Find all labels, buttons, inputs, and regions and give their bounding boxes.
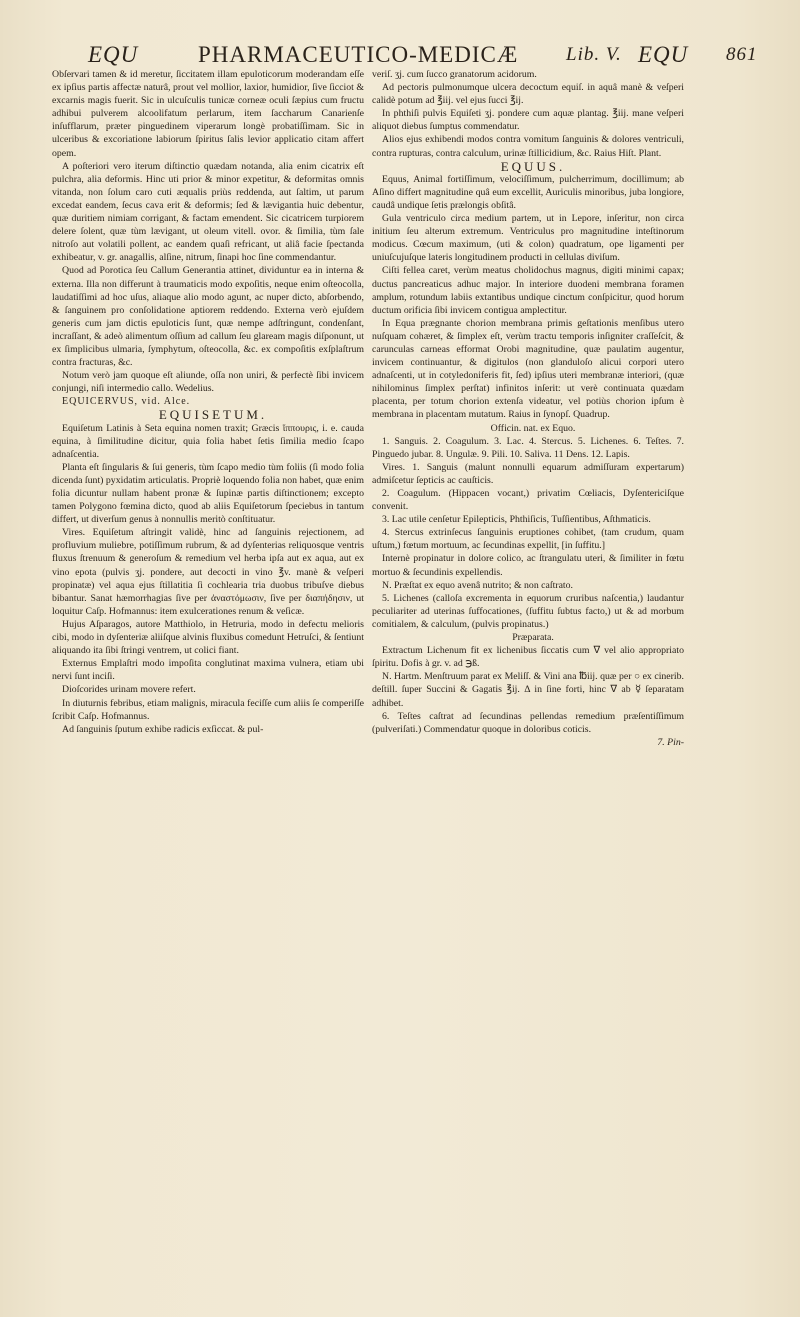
paragraph: Notum verò jam quoque eſt aliunde, oſſa non uniri, & perfectè ſibi invicem conjungi, niſi intermedio callo. Wedelius. (52, 370, 364, 395)
paragraph: Internè propinatur in dolore colico, ac ſtrangulatu uteri, & ſimiliter in fœtu mortuo & ſecundinis expellendis. (372, 553, 684, 578)
paragraph: 5. Lichenes (calloſa excrementa in equorum cruribus naſcentia,) laudantur peculiariter ad uterinas ſuffocationes, (ſuffitu ſubtus facto,) ut & ad morbum comitialem, & calculum, (pulvis propinatus.) (372, 592, 684, 630)
page-number: 861 (726, 44, 758, 65)
paragraph: N. Præſtat ex equo avenâ nutrito; & non caſtrato. (382, 579, 573, 591)
paragraph: Externus Emplaſtri modo impoſita conglutinat maxima vulnera, etiam ubi nervi ſunt inciſi. (52, 658, 364, 683)
paragraph: A poſteriori vero iterum diſtinctio quædam notanda, alia enim cicatrix eſt pulchra, alia deformis. Hinc uti prior & minor expetitur, & deformitas omnis vitanda, non ſolum caro cuti æqualis priùs reddenda, aut ſaltim, ut parum excedat eandem, ſecus cava erit & deformis; ſed & lævigantia huic debentur, quæ duritiem nimiam corrigant, & factam emendent. Sic cicatricem turpiorem delere ſolent, quæ tùm lævigant, ut oleum vitell. ovor. & ſimilia, tùm ſale nitroſo aut volatili pollent, ac eandem quaſi refricant, ut aliâ facie ſpectanda exhibeatur, v. gr. anagallis, alſine, nitrum, ſinapi hoc ſine commendantur. (52, 160, 364, 264)
paragraph: Vires. Equiſetum aſtringit validè, hinc ad ſanguinis rejectionem, ad profluvium muliebre, potiſſimum rubrum, & ad dyſenterias reliquosque ventris fluxus ſtrenuum & generoſum & remedium vel herba ipſa aut ex aqua, aut ex vino epota (pulvis ʒj. pondere, aut decocti in vino ℥v. manè & veſperi propinatæ) vel aqua ejus ſtillatitia ſi cochlearia tria duobus tribuſve diebus bibantur. Sanat hæmorrhagias ſive per ἀναστόμωσιν, ſive per διαπήδησιν, ut loquitur Caſp. Hofmannus: item exulcerationes renum & veſicæ. (52, 527, 364, 617)
section-heading: EQUUS. (500, 158, 566, 174)
paragraph: Ciſti fellea caret, verùm meatus cholidochus magnus, digiti minimi capax; ductus pancreaticus adhuc major. In interiore duodeni membrana foramen amplum, rotundum labiis extantibus undique cinctum conſpicitur, quod horum ductum orificia ſibi invicem contigua amplectitur. (372, 265, 684, 316)
paragraph: Ad pectoris pulmonumque ulcera decoctum equiſ. in aquâ manè & veſperi calidè potum ad ℥iij. vel ejus ſucci ℥ij. (372, 82, 684, 107)
paragraph: 1. Sanguis. 2. Coagulum. 3. Lac. 4. Stercus. 5. Lichenes. 6. Teſtes. 7. Pinguedo jubar. 8. Ungulæ. 9. Pili. 10. Saliva. 11 Dens. 12. Lapis. (372, 435, 684, 460)
paragraph: Planta eſt ſingularis & ſui generis, tùm ſcapo medio tùm foliis (ſi modo folia dicenda ſunt) pyxidatim articulatis. Propriè loquendo folia non habet, quæ enim folia dicuntur nullam habent pronæ & ſupinæ partis diſtinctionem; excepto tamen Polygono fœmina dicto, quod ab aliis Equiſetorum ſpeciebus in tantum differt, ut diverſum genus à nonnullis meritò conſtituatur. (52, 461, 364, 526)
paragraph: Quod ad Porotica ſeu Callum Generantia attinet, dividuntur ea in interna & externa. Illa non differunt à traumaticis modo expoſitis, neque enim oſteocolla, laudatiſſimi ad hoc uſus, aliaque alio modo agunt, ac nuper dicto, abſorbendo, & ſanguinem pro conſolidatione aptiorem reddendo. Externa verò ejuſdem generis cum jam dictis epuloticis ſunt, quæ nempe adſtringunt, condenſant, incraſſant, & adeò alimentum oſſium ad callum ſeu glaream magis diſponunt, ut ex ſimplicibus ulmaria, ſymphytum, oſteocolla, &c. ex compoſitis exſplaſtrum contra fracturas, &c. (52, 265, 364, 369)
header-right-word: EQU (638, 42, 689, 67)
paragraph: 6. Teſtes caſtrat ad ſecundinas pellendas remedium præſentiſſimum (pulveriſati.) Commendatur quoque in doloribus coticis. (372, 710, 684, 735)
paragraph: Hujus Aſparagos, autore Matthiolo, in Hetruria, modo in defectu melioris cibi, modo in dyſenteriæ aliiſque alvinis fluxibus comedunt Hetruſci, & ſentiunt aliquando ita ſibi ſtringi ventrem, ut colici fiant. (52, 618, 364, 657)
paragraph: Equus, Animal fortiſſimum, velociſſimum, pulcherrimum, docillimum; ab Aſino differt magnitudine quâ eum excellit, Auriculis minoribus, juba longiore, caudâ undique ſetis prælongis obſitâ. (372, 173, 684, 211)
cross-reference: EQUICERVUS, vid. Alce. (62, 396, 191, 408)
header-left-word: EQU (88, 42, 139, 67)
header-title: PHARMACEUTICO-MEDICÆ (198, 42, 519, 67)
paragraph: In phthiſi pulvis Equiſeti ʒj. pondere cum aquæ plantag. ℥iij. mane veſperi aliquot diebus ſumptus commendatur. (372, 108, 684, 133)
left-column (52, 68, 364, 1303)
paragraph: Alios ejus exhibendi modos contra vomitum ſanguinis & dolores ventriculi, contra rupturas, contra calculum, urinæ ſtillicidium, &c. Raius Hiſt. Plant. (372, 134, 684, 159)
paragraph: In Equa prægnante chorion membrana primis geſtationis menſibus utero nuſquam cohæret, & ſimplex eſt, verùm tractu temporis inſigniter craſſeſcit, & carunculas carneas efformat Orobi magnitudine, quæ paulatim augentur, invicem continuantur, & digitulos (non glanduloſo alicui corpori utero adnaſcenti, ut in cotyledoniferis fit, ſed) ipſius uteri membranæ interiori, (quæ nihilominus ſimplex perſtat) infinitos inſerit: ut verè continuata quædam placenta, per totum chorion extenſa videatur, vel potiùs chorion ipſum è membrana in placentam mutatum. Raius in ſynopſ. Quadrup. (372, 317, 684, 421)
paragraph: In diuturnis febribus, etiam malignis, miracula feciſſe cum aliis ſe comperiſſe ſcribit Caſp. Hofmannus. (52, 697, 364, 722)
paragraph: Dioſcorides urinam movere refert. (62, 684, 196, 696)
paragraph: Vires. 1. Sanguis (malunt nonnulli equarum admiſſuram expertarum) admiſcetur ſepticis ac cauſticis. (372, 461, 684, 486)
paragraph: Equiſetum Latinis à Seta equina nomen traxit; Græcis ἵππουρις, i. e. cauda equina, à ſimilitudine dicitur, quia folia habet ſetis ſimilia medio ſcapo adnaſcentia. (52, 422, 364, 460)
paragraph: N. Hartm. Menſtruum parat ex Meliſſ. & Vini ana ℔iij. quæ per ○ ex cinerib. deſtill. ſuper Succini & Gagatis ℥ij. Δ in ſine forti, hinc ∇ ab ☿ ſeparatam adhibet. (372, 671, 684, 709)
right-column (372, 68, 684, 1303)
paragraph: Obſervari tamen & id meretur, ſiccitatem illam epuloticorum moderandam eſſe ex ipſius partis affectæ naturâ, prout vel mollior, laxior, humidior, ſive ſicciot & excarnis magis fuerit. Sic in ulcuſculis tunicæ corneæ oculi ſæpius cum fructu adhibui pulverem alcoolifatum perlarum, item ſaccharum Canarienſe inſufflarum, præter pinguedinem viperarum longè probatiſſimam. Sic in ulceribus & excoriatione labiorum ſpiritus ſalis levior applicatio citam affert opem. (52, 69, 364, 159)
paragraph: Gula ventriculo circa medium partem, ut in Lepore, inſeritur, non circa initium ſeu alterum extremum. Ventriculus pro magnitudine inteſtinorum modicus. Cœcum maximum, (uti & colon) quadratum, ope ligamenti per uniuſcujuſque lateris longitudinem producti in cellulas diviſum. (372, 213, 684, 264)
paragraph: Ad ſanguinis ſputum exhibe radicis exſiccat. & pul- (62, 723, 264, 735)
paragraph: 3. Lac utile cenſetur Epilepticis, Phthiſicis, Tuſſientibus, Aſthmaticis. (382, 514, 651, 526)
paragraph: Extractum Lichenum fit ex lichenibus ſiccatis cum ∇ vel alio appropriato ſpiritu. Dofis à gr. v. ad ℈ß. (372, 645, 684, 670)
section-heading: EQUISETUM. (158, 407, 268, 423)
subheading: Officin. nat. ex Equo. (490, 422, 576, 434)
paragraph: 4. Stercus extrinſecus ſanguinis eruptiones cohibet, (tam crudum, quam uſtum,) fœtum mortuum, ac ſecundinas expellit, [in ſuffitu.] (372, 527, 684, 552)
header-book: Lib. V. (566, 44, 622, 65)
catchword: 7. Pin- (657, 736, 684, 748)
paragraph: 2. Coagulum. (Hippacen vocant,) privatim Cœliacis, Dyſentericiſque convenit. (372, 488, 684, 513)
running-header (88, 42, 778, 70)
subheading: Præparata. (512, 632, 554, 644)
paragraph: veriſ. ʒj. cum ſucco granatorum acidorum. (372, 69, 537, 80)
